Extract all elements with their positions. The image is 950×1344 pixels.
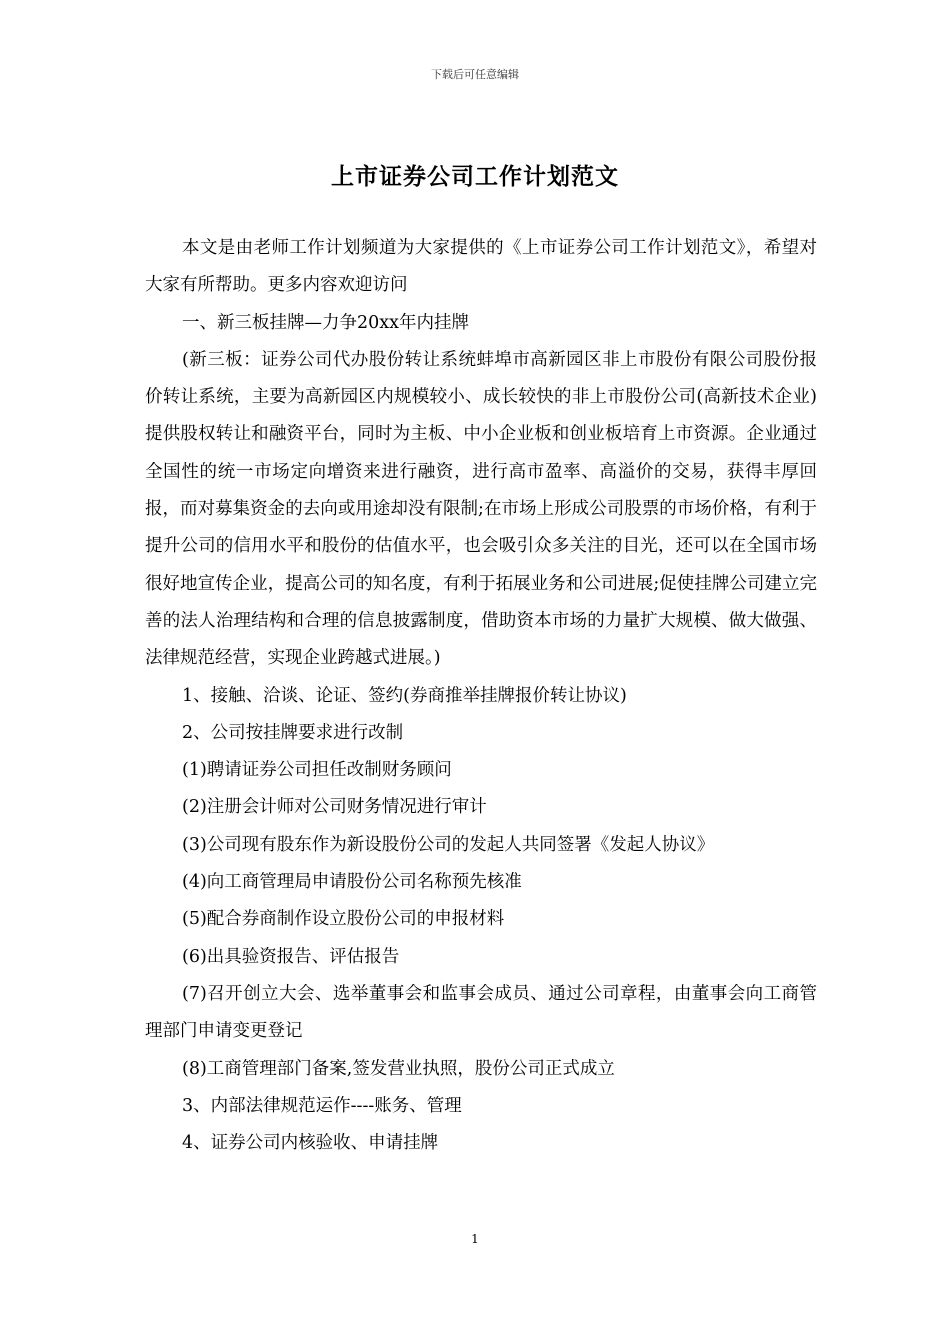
paragraph-substep-8: (8)工商管理部门备案,签发营业执照，股份公司正式成立 (182, 1058, 615, 1079)
paragraph-substep-3: (3)公司现有股东作为新设股份公司的发起人共同签署《发起人协议》 (182, 834, 715, 855)
paragraph-intro: 本文是由老师工作计划频道为大家提供的《上市证券公司工作计划范文》，希望对大家有所帮助。更多内容欢迎访问 (145, 238, 817, 296)
paragraph-substep-1: (1)聘请证券公司担任改制财务顾问 (182, 760, 452, 781)
document-title: 上市证券公司工作计划范文 (331, 163, 619, 190)
paragraph-substep-4: (4)向工商管理局申请股份公司名称预先核准 (182, 872, 522, 893)
page-number: 1 (471, 1232, 479, 1246)
paragraph-new-third-board-note: (新三板：证券公司代办股份转让系统蚌埠市高新园区非上市股份有限公司股份报价转让系统，主要为高新园区内规模较小、成长较快的非上市股份公司(高新技术企业)提供股权转让和融资平台，同时为主板、中小企业板和创业板培育上市资源。企业通过全国性的统一市场定向增资来进行融资，进行高市盈率、高溢价的交易，获得丰厚回报，而对募集资金的去向或用途却没有限制;在市场上形成公司股票的市场价格，有利于提升公司的信用水平和股份的估值水平，也会吸引众多关注的目光，还可以在全国市场很好地宣传企业，提高公司的知名度，有利于拓展业务和公司进展;促使挂牌公司建立完善的法人治理结构和合理的信息披露制度，借助资本市场的力量扩大规模、做大做强、法律规范经营，实现企业跨越式进展。) (145, 349, 817, 669)
paragraph-step-2: 2、公司按挂牌要求进行改制 (182, 722, 404, 743)
paragraph-step-3: 3、内部法律规范运作----账务、管理 (182, 1095, 462, 1116)
paragraph-step-1: 1、接触、洽谈、论证、签约(券商推举挂牌报价转让协议) (182, 685, 627, 706)
paragraph-substep-5: (5)配合券商制作设立股份公司的申报材料 (182, 909, 505, 930)
paragraph-section-1-heading: 一、新三板挂牌—力争20xx年内挂牌 (182, 312, 470, 333)
paragraph-substep-2: (2)注册会计师对公司财务情况进行审计 (182, 797, 487, 818)
paragraph-substep-6: (6)出具验资报告、评估报告 (182, 946, 400, 967)
document-body (145, 230, 817, 1162)
page-header-note: 下载后可任意编辑 (431, 68, 519, 81)
paragraph-substep-7: (7)召开创立大会、选举董事会和监事会成员、通过公司章程，由董事会向工商管理部门申请变更登记 (145, 983, 817, 1042)
paragraph-step-4: 4、证券公司内核验收、申请挂牌 (182, 1133, 439, 1154)
